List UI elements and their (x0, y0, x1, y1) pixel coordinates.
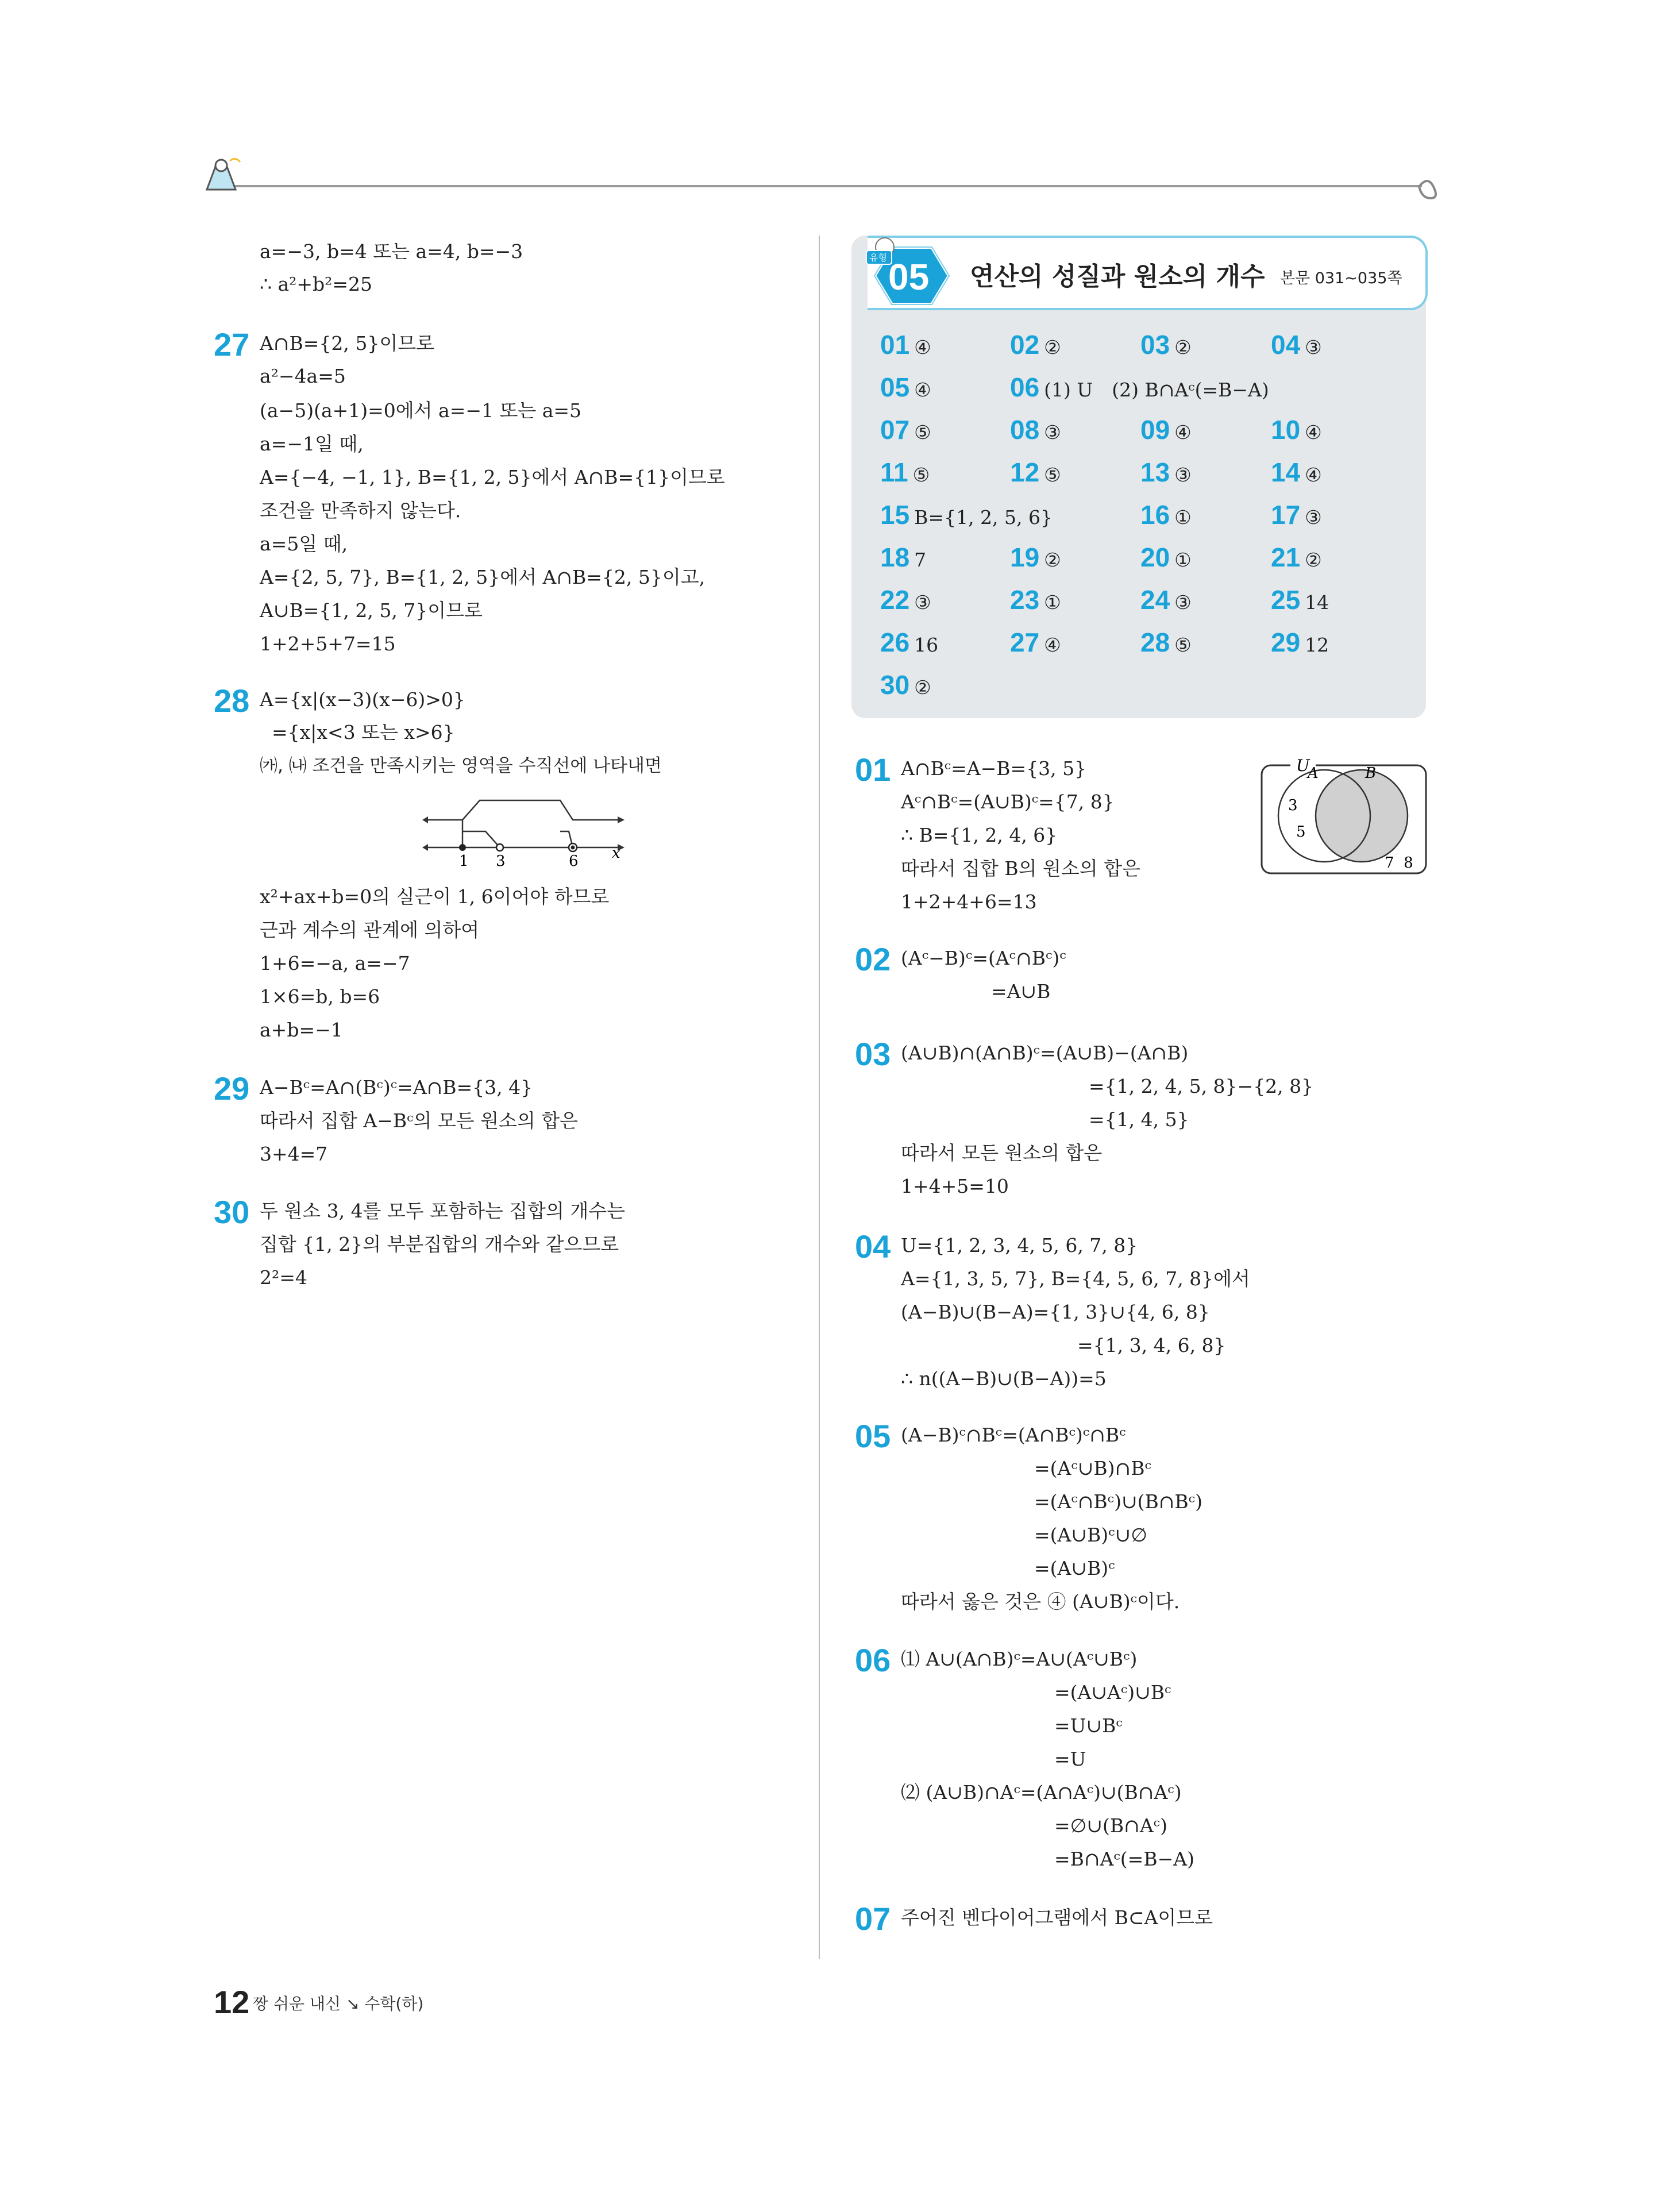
answer-item: 15 B={1, 2, 5, 6} (880, 500, 1053, 530)
text-line: ∴ B={1, 2, 4, 6} (901, 824, 1058, 846)
answer-item: 09 ④ (1140, 415, 1192, 445)
section-reference: 본문 031~035쪽 (1280, 269, 1402, 287)
number-line-diagram (422, 796, 629, 870)
section-badge (862, 236, 965, 322)
text-line: 따라서 옳은 것은 ④ (A∪B)ᶜ이다. (901, 1590, 1180, 1613)
text-line: ={1, 4, 5} (1089, 1108, 1189, 1131)
text-line: 근과 계수의 관계에 의하여 (260, 919, 480, 941)
text-line: A∩Bᶜ=A−B={3, 5} (901, 757, 1087, 780)
venn-element: 5 (1296, 823, 1306, 841)
venn-element: 3 (1288, 797, 1298, 814)
text-line: A−Bᶜ=A∩(Bᶜ)ᶜ=A∩B={3, 4} (260, 1076, 533, 1099)
text-line: 두 원소 3, 4를 모두 포함하는 집합의 개수는 (260, 1200, 625, 1222)
text-line: (A∪B)∩(A∩B)ᶜ=(A∪B)−(A∩B) (901, 1042, 1189, 1064)
text-line: A={−4, −1, 1}, B={1, 2, 5}에서 A∩B={1}이므로 (260, 466, 725, 488)
text-line: 주어진 벤다이어그램에서 B⊂A이므로 (901, 1906, 1213, 1929)
text-line: x²+ax+b=0의 실근이 1, 6이어야 하므로 (260, 885, 610, 908)
tick-label: 6 (569, 853, 579, 870)
text-line: (A−B)ᶜ∩Bᶜ=(A∩Bᶜ)ᶜ∩Bᶜ (901, 1424, 1126, 1446)
text-line: U={1, 2, 3, 4, 5, 6, 7, 8} (901, 1234, 1138, 1257)
text-line: ⑵ (A∪B)∩Aᶜ=(A∩Aᶜ)∪(B∩Aᶜ) (901, 1781, 1182, 1803)
badge-number: 05 (888, 256, 930, 298)
text-line: ∴ a²+b²=25 (260, 273, 373, 295)
text-line: =(Aᶜ∪B)∩Bᶜ (1034, 1457, 1151, 1479)
answer-item: 27 ④ (1010, 627, 1061, 657)
answer-item: 03 ② (1140, 330, 1192, 360)
answer-item: 17 ③ (1271, 500, 1322, 530)
text-line: =(A∪B)ᶜ (1034, 1557, 1115, 1579)
point-1 (459, 844, 466, 851)
problem-number: 01 (855, 752, 891, 788)
text-line: 1+6=−a, a=−7 (260, 952, 410, 974)
mascot-icon (195, 155, 247, 195)
region-b-line (462, 831, 500, 847)
venn-label-B: B (1365, 765, 1377, 782)
venn-label-A: A (1308, 765, 1319, 782)
answer-item: 23 ① (1010, 585, 1061, 615)
text-line: 2²=4 (260, 1266, 307, 1289)
text-line: 1+4+5=10 (901, 1175, 1009, 1197)
text-line: (a−5)(a+1)=0에서 a=−1 또는 a=5 (260, 399, 582, 422)
answer-item: 02 ② (1010, 330, 1061, 360)
answer-item: 05 ④ (880, 372, 931, 402)
answer-item: 08 ③ (1010, 415, 1061, 445)
answer-item: 16 ① (1140, 500, 1192, 530)
text-line: 1×6=b, b=6 (260, 985, 380, 1008)
set-b-circle (1316, 770, 1408, 862)
tick-label: 1 (459, 853, 469, 870)
text-line: 따라서 집합 B의 원소의 합은 (901, 857, 1140, 880)
problem-number: 30 (214, 1194, 250, 1230)
problem-number: 03 (855, 1036, 891, 1072)
text-line: 1+2+5+7=15 (260, 633, 396, 655)
answer-item: 18 7 (880, 542, 927, 572)
axis-variable: x (612, 845, 620, 862)
text-line: A={2, 5, 7}, B={1, 2, 5}에서 A∩B={2, 5}이고, (260, 566, 706, 588)
text-line: =(Aᶜ∩Bᶜ)∪(B∩Bᶜ) (1034, 1490, 1202, 1513)
answer-item: 26 16 (880, 627, 939, 657)
text-line: =U∪Bᶜ (1054, 1714, 1123, 1737)
answer-item: 21 ② (1271, 542, 1322, 572)
text-line: a+b=−1 (260, 1019, 343, 1041)
answer-item: 20 ① (1140, 542, 1192, 572)
page-number: 12 (214, 1984, 250, 2020)
ribbon-icon (1413, 175, 1448, 204)
tick-label: 3 (496, 853, 506, 870)
problem-number: 29 (214, 1070, 250, 1107)
problem-number: 05 (855, 1418, 891, 1454)
book-title: 짱 쉬운 내신 ↘ 수학(하) (253, 1994, 424, 2013)
text-line: a²−4a=5 (260, 365, 346, 387)
text-line: ={1, 3, 4, 6, 8} (1077, 1334, 1226, 1357)
answer-item: 19 ② (1010, 542, 1061, 572)
text-line: ∴ n((A−B)∪(B−A))=5 (901, 1367, 1107, 1390)
section-title: 연산의 성질과 원소의 개수 (970, 262, 1265, 291)
answer-item: 30 ② (880, 670, 931, 700)
region-a-line (428, 800, 618, 820)
text-line: (A−B)∪(B−A)={1, 3}∪{4, 6, 8} (901, 1301, 1210, 1323)
answer-item: 29 12 (1271, 627, 1329, 657)
venn-outside-elements: 7 8 (1385, 854, 1413, 872)
text-line: =(A∪B)ᶜ∪∅ (1034, 1524, 1147, 1546)
text-line: a=−1일 때, (260, 433, 364, 455)
text-line: ={x|x<3 또는 x>6} (260, 721, 455, 743)
venn-diagram (1258, 753, 1431, 879)
column-divider (819, 236, 820, 1959)
text-line: ⑴ A∪(A∩B)ᶜ=A∪(Aᶜ∪Bᶜ) (901, 1648, 1138, 1670)
text-line: A∩B={2, 5}이므로 (260, 332, 434, 354)
answer-item: 01 ④ (880, 330, 931, 360)
text-line: =(A∪Aᶜ)∪Bᶜ (1054, 1681, 1171, 1704)
region-a-arrow-right (618, 816, 625, 823)
answer-item: 07 ⑤ (880, 415, 931, 445)
problem-number: 07 (855, 1901, 891, 1937)
answer-item: 28 ⑤ (1140, 627, 1192, 657)
text-line: ㈎, ㈏ 조건을 만족시키는 영역을 수직선에 나타내면 (260, 756, 662, 776)
problem-number: 27 (214, 326, 250, 363)
text-line: 1+2+4+6=13 (901, 891, 1037, 913)
text-line: =U (1054, 1748, 1086, 1770)
text-line: 집합 {1, 2}의 부분집합의 개수와 같으므로 (260, 1233, 619, 1255)
text-line: 따라서 모든 원소의 합은 (901, 1142, 1103, 1164)
problem-number: 28 (214, 683, 250, 719)
text-line: A∪B={1, 2, 5, 7}이므로 (260, 599, 483, 622)
answer-item: 10 ④ (1271, 415, 1322, 445)
axis-arrow-left (422, 844, 428, 851)
answer-item: 04 ③ (1271, 330, 1322, 360)
text-line: a=5일 때, (260, 533, 348, 555)
region-a-arrow-left (422, 816, 428, 823)
problem-number: 04 (855, 1228, 891, 1265)
text-line: a=−3, b=4 또는 a=4, b=−3 (260, 240, 523, 263)
text-line: =A∪B (991, 980, 1051, 1003)
answer-item: 25 14 (1271, 585, 1329, 615)
problem-number: 02 (855, 941, 891, 977)
answer-item: 06 (1) U (2) B∩Aᶜ(=B−A) (1010, 372, 1269, 402)
text-line: ={1, 2, 4, 5, 8}−{2, 8} (1089, 1075, 1314, 1097)
answer-item: 12 ⑤ (1010, 457, 1061, 487)
answer-item: 22 ③ (880, 585, 931, 615)
text-line: Aᶜ∩Bᶜ=(A∪B)ᶜ={7, 8} (901, 791, 1115, 813)
text-line: =∅∪(B∩Aᶜ) (1054, 1814, 1167, 1837)
text-line: 따라서 집합 A−Bᶜ의 모든 원소의 합은 (260, 1109, 579, 1132)
point-3 (496, 844, 503, 851)
answer-item: 13 ③ (1140, 457, 1192, 487)
badge-label: 유형 (869, 252, 887, 263)
answer-item: 14 ④ (1271, 457, 1322, 487)
text-line: A={1, 3, 5, 7}, B={4, 5, 6, 7, 8}에서 (901, 1267, 1250, 1290)
text-line: =B∩Aᶜ(=B−A) (1054, 1848, 1194, 1870)
problem-number: 06 (855, 1642, 891, 1678)
header-rule (227, 185, 1422, 187)
text-line: 조건을 만족하지 않는다. (260, 499, 461, 522)
text-line: (Aᶜ−B)ᶜ=(Aᶜ∩Bᶜ)ᶜ (901, 947, 1066, 969)
text-line: 3+4=7 (260, 1143, 328, 1165)
answer-item: 11 ⑤ (880, 457, 930, 487)
answer-item: 24 ③ (1140, 585, 1192, 615)
venn-label-U: U (1296, 756, 1310, 775)
text-line: A={x|(x−3)(x−6)>0} (260, 688, 465, 711)
point-6-inner (571, 846, 575, 850)
